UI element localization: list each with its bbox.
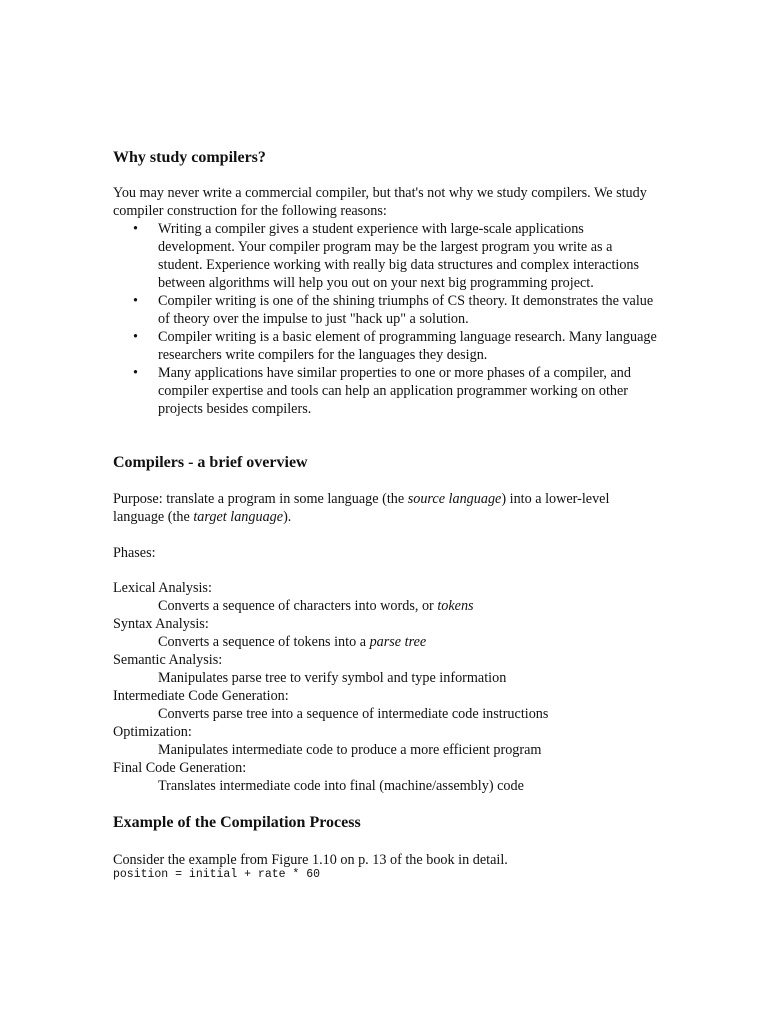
phase-term: tokens: [437, 598, 474, 614]
reason-item: [133, 364, 658, 418]
phase-description: [113, 633, 658, 651]
purpose-paragraph: [113, 490, 658, 526]
phase-name: Semantic Analysis:: [113, 652, 223, 668]
bullet-icon: •: [133, 293, 138, 309]
intro-paragraph: You may never write a commercial compiler, but that's not why we study compilers. We study compiler construction for the following reasons:: [113, 185, 647, 219]
phase-term: parse tree: [369, 634, 427, 650]
heading-compilers-overview: Compilers - a brief overview: [113, 454, 308, 471]
phase-desc-text: Manipulates parse tree to verify symbol and type information: [158, 670, 507, 686]
phase-desc-text: Converts a sequence of tokens into a: [158, 634, 370, 650]
reason-text: Compiler writing is a basic element of programming language research. Many language researchers write compilers for the languages they design.: [158, 329, 657, 363]
reason-text: Writing a compiler gives a student experience with large-scale applications development. Your compiler program may be the largest program you write as a student. Experience working with really big data structures and complex interactions between algorithms will help you out on your next big programming project.: [158, 221, 640, 291]
phase-description: [113, 669, 658, 687]
reason-text: Compiler writing is one of the shining triumphs of CS theory. It demonstrates the value of theory over the impulse to just "hack up" a solution.: [158, 293, 654, 327]
example-paragraph: Consider the example from Figure 1.10 on p. 13 of the book in detail.: [113, 852, 508, 868]
reason-item: [133, 220, 658, 292]
phase-name: Syntax Analysis:: [113, 616, 209, 632]
bullet-icon: •: [133, 329, 138, 345]
phase-list: [113, 579, 658, 795]
bullet-icon: •: [133, 365, 138, 381]
phase-description: [113, 741, 658, 759]
heading-why-study-compilers: Why study compilers?: [113, 149, 266, 166]
purpose-text-3: ).: [283, 509, 292, 525]
phase-desc-text: Converts a sequence of characters into words, or: [158, 598, 438, 614]
phase-description: [113, 597, 658, 615]
reason-item: [133, 328, 658, 364]
target-language-term: target language: [193, 509, 284, 525]
phase-description: [113, 777, 658, 795]
phase-name: Optimization:: [113, 724, 192, 740]
purpose-text-2: ) into a lower-level language (the: [113, 491, 610, 525]
phase-desc-text: Translates intermediate code into final (machine/assembly) code: [158, 778, 524, 794]
phase-desc-text: Manipulates intermediate code to produce a more efficient program: [158, 742, 542, 758]
code-example: position = initial + rate * 60: [113, 868, 321, 881]
phase-name: Lexical Analysis:: [113, 580, 212, 596]
phases-label: Phases:: [113, 545, 156, 561]
bullet-icon: •: [133, 221, 138, 237]
heading-compilation-example: Example of the Compilation Process: [113, 814, 361, 831]
reason-item: [133, 292, 658, 328]
reasons-list: [113, 220, 658, 418]
phase-name: Final Code Generation:: [113, 760, 247, 776]
phase-description: [113, 705, 658, 723]
source-language-term: source language: [407, 491, 502, 507]
phase-name: Intermediate Code Generation:: [113, 688, 289, 704]
phase-desc-text: Converts parse tree into a sequence of intermediate code instructions: [158, 706, 549, 722]
reason-text: Many applications have similar properties to one or more phases of a compiler, and compiler expertise and tools can help an application programmer working on other projects besides compilers.: [158, 365, 631, 417]
purpose-text-1: Purpose: translate a program in some language (the: [113, 491, 408, 507]
